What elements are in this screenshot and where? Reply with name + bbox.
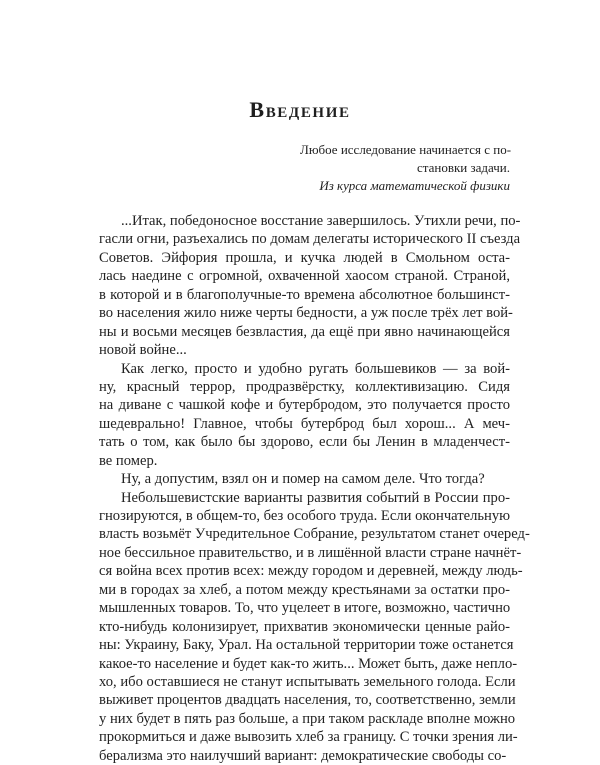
paragraph-line: в которой и в благополучные-то времена абсолютное большинст- bbox=[99, 286, 510, 303]
paragraph-line: Советов. Эйфория прошла, и кучка людей в Смольном оста- bbox=[99, 249, 510, 266]
paragraph-line: хо, ибо оставшиеся не станут испытывать земельного голода. Если bbox=[99, 673, 516, 690]
paragraph-line: тать о том, как было бы здорово, если бы Ленин в младенчест- bbox=[99, 434, 510, 451]
paragraph-line: лась наедине с огромной, охваченной хаосом страной. Страной, bbox=[99, 268, 510, 285]
paragraph-line: ны: Украину, Баку, Урал. На остальной территории тоже останется bbox=[99, 637, 514, 654]
epigraph-line: становки задачи. bbox=[416, 160, 510, 175]
paragraph-line: прокормиться и даже вывозить хлеб за границу. С точки зрения ли- bbox=[99, 729, 518, 746]
paragraph-line: ся война всех против всех: между городом и деревней, между людь- bbox=[99, 563, 523, 580]
paragraph-line: гнозируются, в общем-то, без особого труда. Если окончательную bbox=[99, 508, 511, 524]
paragraph-line: ...Итак, победоносное восстание завершилось. Утихли речи, по- bbox=[121, 213, 521, 229]
paragraph-line: ну, красный террор, продразвёрстку, коллективизацию. Сидя bbox=[99, 378, 510, 395]
epigraph-source: Из курса математической физики bbox=[319, 178, 510, 193]
epigraph-line: Любое исследование начинается с по- bbox=[300, 142, 512, 157]
paragraph-line: кто-нибудь колонизирует, прихватив экономически ценные райо- bbox=[99, 618, 510, 635]
paragraph-line: Как легко, просто и удобно ругать большевиков — за вой- bbox=[121, 360, 510, 377]
paragraph-line: гасли огни, разъехались по домам делегаты исторического II съезда bbox=[99, 231, 521, 248]
paragraph-line: ве помер. bbox=[99, 452, 158, 469]
paragraph-line: власть возьмёт Учредительное Собрание, результатом станет очеред- bbox=[99, 526, 530, 543]
paragraph-line: ми в городах за хлеб, а потом между крестьянами за остатки про- bbox=[99, 581, 510, 598]
paragraph-line: на диване с чашкой кофе и бутербродом, это получается просто bbox=[99, 397, 510, 414]
paragraph-line: ное бессильное правительство, и в лишённой власти стране начнёт- bbox=[99, 544, 522, 561]
paragraph-line: Ну, а допустим, взял он и помер на самом деле. Что тогда? bbox=[121, 471, 485, 488]
paragraph-line: во населения жило ниже черты бедности, а уж после трёх лет вой- bbox=[99, 305, 513, 322]
paragraph-line: новой войне... bbox=[99, 342, 187, 359]
chapter-title: Введение bbox=[249, 97, 351, 122]
paragraph-line: какое-то население и будет как-то жить... Может быть, даже непло- bbox=[99, 655, 518, 672]
body-text bbox=[99, 212, 530, 765]
paragraph-line: шедеврально! Главное, чтобы бутерброд был хорош... А меч- bbox=[99, 415, 510, 432]
paragraph-line: Небольшевистские варианты развития событий в России про- bbox=[121, 489, 510, 506]
paragraph-line: у них будет в пять раз больше, а при таком раскладе вполне можно bbox=[99, 710, 516, 727]
epigraph bbox=[300, 141, 510, 195]
paragraph-line: берализма это наилучший вариант: демократические свободы со- bbox=[99, 747, 507, 764]
paragraph-line: ны и восьми месяцев безвластия, да ещё при явно начинающейся bbox=[99, 323, 510, 340]
paragraph-line: выживет процентов двадцать населения, то, соответственно, земли bbox=[99, 692, 516, 709]
paragraph-line: мышленных товаров. То, что уцелеет в итоге, возможно, частично bbox=[99, 600, 511, 617]
